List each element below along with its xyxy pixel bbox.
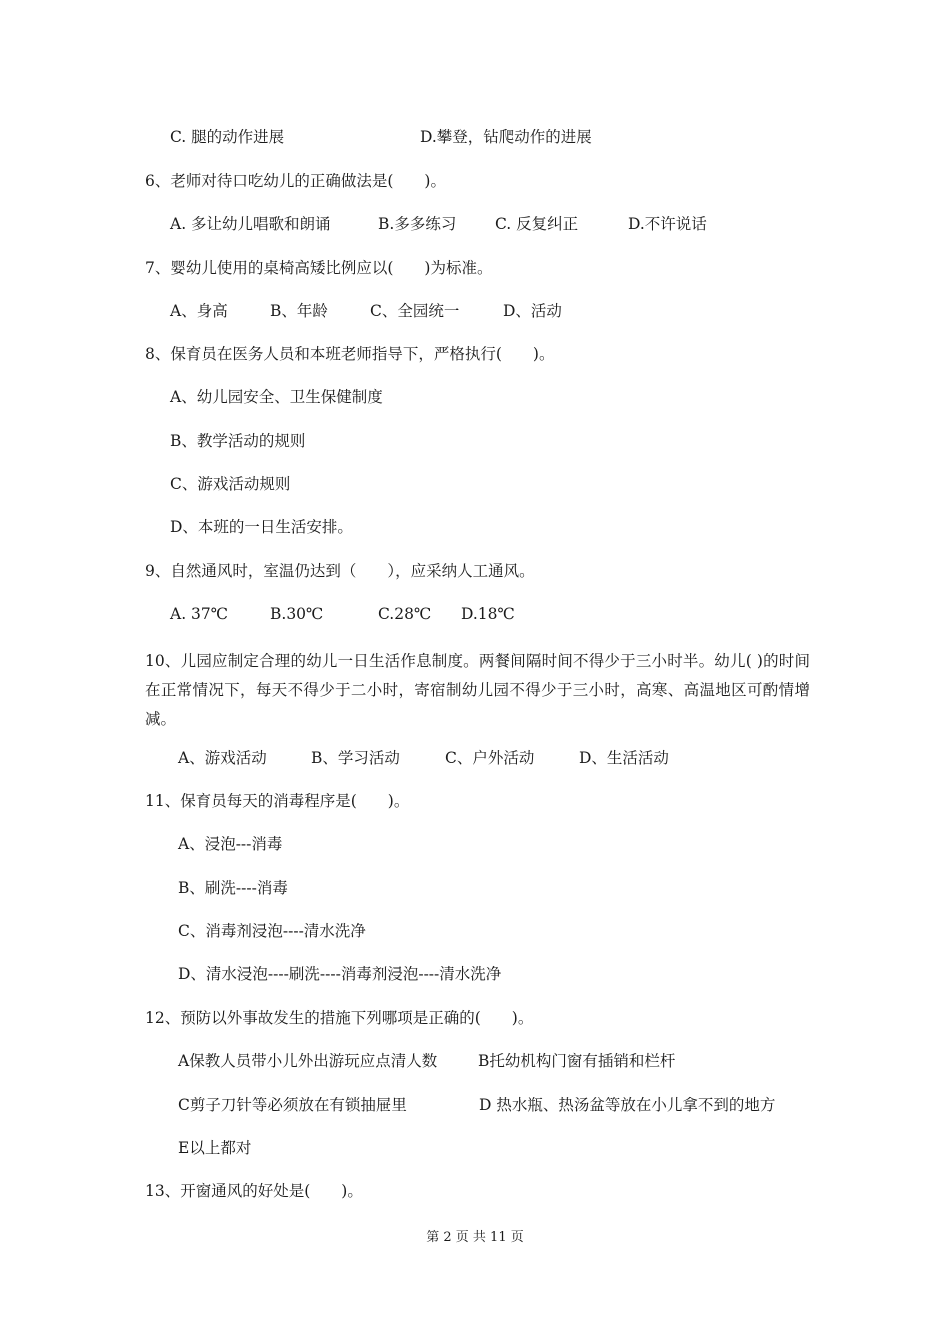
q11-option-b: B、刷洗----消毒 — [178, 879, 288, 897]
q9-option-c: C.28℃ — [378, 605, 432, 623]
q7-option-c: C、全园统一 — [370, 302, 460, 320]
q8-option-d: D、本班的一日生活安排。 — [170, 518, 353, 536]
q9-option-d: D.18℃ — [461, 605, 515, 623]
q8-option-a: A、幼儿园安全、卫生保健制度 — [170, 388, 383, 406]
q12-option-d: D 热水瓶、热汤盆等放在小儿拿不到的地方 — [479, 1096, 776, 1114]
q11-option-a: A、浸泡---消毒 — [178, 835, 283, 853]
q9-option-b: B.30℃ — [270, 605, 324, 623]
q6-option-a: A. 多让幼儿唱歌和朗诵 — [170, 215, 331, 233]
q8-option-c: C、游戏活动规则 — [170, 475, 291, 493]
q8-option-b: B、教学活动的规则 — [170, 432, 306, 450]
q9-stem: 9、自然通风时，室温仍达到（ ），应采纳人工通风。 — [145, 562, 535, 580]
page-number: 第 2 页 共 11 页 — [426, 1230, 524, 1245]
q10-option-b: B、学习活动 — [311, 749, 400, 767]
q12-option-a: A保教人员带小儿外出游玩应点清人数 — [178, 1052, 438, 1070]
q10-stem: 10、儿园应制定合理的幼儿一日生活作息制度。两餐间隔时间不得少于三小时半。幼儿( )的时间在正常情况下，每天不得少于二小时，寄宿制幼儿园不得少于三小时，高寒、高温地区可酌情增减。 — [145, 652, 810, 728]
q10-option-d: D、生活活动 — [579, 749, 669, 767]
q11-option-c: C、消毒剂浸泡----清水洗净 — [178, 922, 366, 940]
q6-option-d: D.不许说话 — [628, 215, 707, 233]
q11-option-d: D、清水浸泡----刷洗----消毒剂浸泡----清水洗净 — [178, 965, 502, 983]
q7-option-a: A、身高 — [170, 302, 228, 320]
q6-option-b: B.多多练习 — [378, 215, 457, 233]
q12-option-e: E以上都对 — [178, 1139, 252, 1157]
q13-stem: 13、开窗通风的好处是( )。 — [145, 1182, 363, 1200]
q7-option-d: D、活动 — [503, 302, 562, 320]
q12-option-b: B托幼机构门窗有插销和栏杆 — [478, 1052, 676, 1070]
q10-option-c: C、户外活动 — [445, 749, 535, 767]
q6-stem: 6、老师对待口吃幼儿的正确做法是( )。 — [145, 172, 446, 190]
q6-option-c: C. 反复纠正 — [495, 215, 579, 233]
q11-stem: 11、保育员每天的消毒程序是( )。 — [145, 792, 410, 810]
q9-option-a: A. 37℃ — [170, 605, 229, 623]
q12-option-c: C剪子刀针等必须放在有锁抽屉里 — [178, 1096, 407, 1114]
q5-option-c: C. 腿的动作进展 — [170, 128, 285, 146]
q10-option-a: A、游戏活动 — [178, 749, 267, 767]
q12-stem: 12、预防以外事故发生的措施下列哪项是正确的( )。 — [145, 1009, 534, 1027]
q7-option-b: B、年龄 — [270, 302, 328, 320]
q5-option-d: D.攀登，钻爬动作的进展 — [420, 128, 592, 146]
q7-stem: 7、婴幼儿使用的桌椅高矮比例应以( )为标准。 — [145, 259, 493, 277]
q8-stem: 8、保育员在医务人员和本班老师指导下，严格执行( )。 — [145, 345, 555, 363]
